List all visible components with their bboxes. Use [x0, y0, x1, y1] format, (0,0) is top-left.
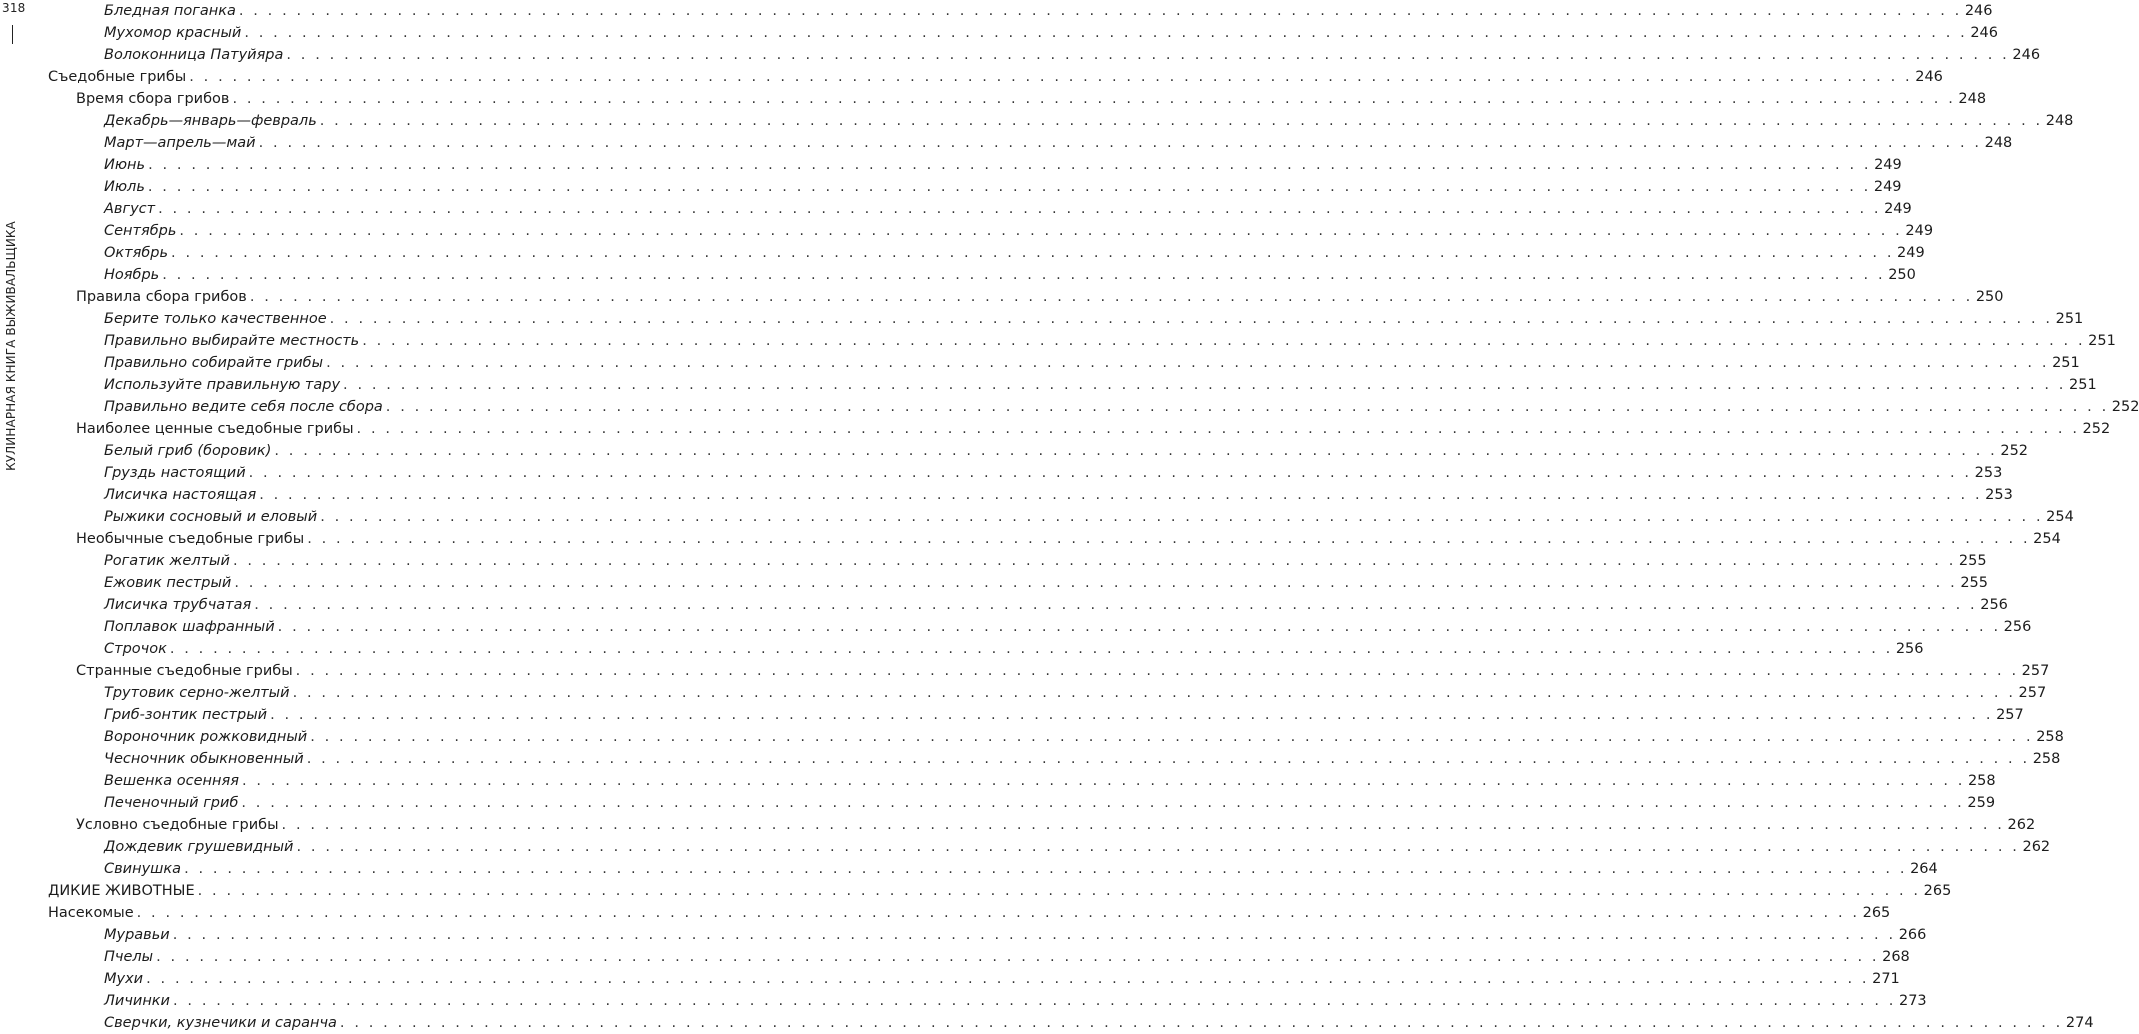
dot-leader: . . . . . . . . . . . . . . . . . . . . . . . . . . . . . . . . . . . . . . . . . . . . . . . . . . . . . . . . . . . . . . . . . . . . . . . . . . . . . . . . . . . . . . . . . . . . . . . . . . . . . . . . . . . . . . . . . . . . . . . .	[189, 69, 1913, 85]
toc-entry-title: Сверчки, кузнечики и саранча	[104, 1015, 337, 1031]
dot-leader: . . . . . . . . . . . . . . . . . . . . . . . . . . . . . . . . . . . . . . . . . . . . . . . . . . . . . . . . . . . . . . . . . . . . . . . . . . . . . . . . . . . . . . . . . . . . . . . . . . . . . . . . . . . . . . . . . . . . . . . .	[258, 135, 1982, 151]
toc-entry	[104, 616, 2032, 638]
toc-entry	[104, 572, 1988, 594]
toc-entry-page: 259	[1967, 795, 1996, 811]
dot-leader: . . . . . . . . . . . . . . . . . . . . . . . . . . . . . . . . . . . . . . . . . . . . . . . . . . . . . . . . . . . . . . . . . . . . . . . . . . . . . . . . . . . . . . . . . . . . . . . . . . . . . . . . . . . . . . . . . . . . . . . .	[234, 575, 1958, 591]
toc-entry	[104, 770, 1996, 792]
toc-entry-title: Белый гриб (боровик)	[104, 443, 272, 459]
dot-leader: . . . . . . . . . . . . . . . . . . . . . . . . . . . . . . . . . . . . . . . . . . . . . . . . . . . . . . . . . . . . . . . . . . . . . . . . . . . . . . . . . . . . . . . . . . . . . . . . . . . . . . . . . . . . . . . . . . . . . . . .	[158, 201, 1882, 217]
toc-entry-title: Правильно собирайте грибы	[104, 355, 324, 371]
dot-leader: . . . . . . . . . . . . . . . . . . . . . . . . . . . . . . . . . . . . . . . . . . . . . . . . . . . . . . . . . . . . . . . . . . . . . . . . . . . . . . . . . . . . . . . . . . . . . . . . . . . . . . . . . . . . . . . . . . . . . . . .	[274, 443, 1998, 459]
dot-leader: . . . . . . . . . . . . . . . . . . . . . . . . . . . . . . . . . . . . . . . . . . . . . . . . . . . . . . . . . . . . . . . . . . . . . . . . . . . . . . . . . . . . . . . . . . . . . . . . . . . . . . . . . . . . . . . . . . . . . . . .	[171, 245, 1895, 261]
toc-entry-title: Трутовик серно-желтый	[104, 685, 290, 701]
dot-leader: . . . . . . . . . . . . . . . . . . . . . . . . . . . . . . . . . . . . . . . . . . . . . . . . . . . . . . . . . . . . . . . . . . . . . . . . . . . . . . . . . . . . . . . . . . . . . . . . . . . . . . . . . . . . . . . . . . . . . . . .	[241, 795, 1965, 811]
running-title-text: КУЛИНАРНАЯ КНИГА ВЫЖИВАЛЬЩИКА	[4, 221, 18, 471]
dot-leader: . . . . . . . . . . . . . . . . . . . . . . . . . . . . . . . . . . . . . . . . . . . . . . . . . . . . . . . . . . . . . . . . . . . . . . . . . . . . . . . . . . . . . . . . . . . . . . . . . . . . . . . . . . . . . . . . . . . . . . . .	[295, 663, 2019, 679]
toc-entry-page: 257	[1996, 707, 2024, 723]
toc-entry-title: Правила сбора грибов	[76, 289, 247, 305]
toc-entry-page: 252	[2082, 421, 2111, 437]
toc-entry-title: Странные съедобные грибы	[76, 663, 293, 679]
dot-leader: . . . . . . . . . . . . . . . . . . . . . . . . . . . . . . . . . . . . . . . . . . . . . . . . . . . . . . . . . . . . . . . . . . . . . . . . . . . . . . . . . . . . . . . . . . . . . . . . . . . . . . . . . . . . . . . . . . . . . . . .	[356, 421, 2080, 437]
toc-entry-title: Насекомые	[48, 905, 134, 921]
toc-entry-title: Ноябрь	[104, 267, 160, 283]
toc-entry-page: 265	[1923, 883, 1952, 899]
toc-entry	[104, 704, 2024, 726]
toc-entry	[104, 726, 2064, 748]
toc-entry-page: 273	[1898, 993, 1927, 1009]
toc-entry	[104, 638, 1924, 660]
toc-entry-title: Съедобные грибы	[48, 69, 187, 85]
dot-leader: . . . . . . . . . . . . . . . . . . . . . . . . . . . . . . . . . . . . . . . . . . . . . . . . . . . . . . . . . . . . . . . . . . . . . . . . . . . . . . . . . . . . . . . . . . . . . . . . . . . . . . . . . . . . . . . . . . . . . . . .	[232, 553, 1956, 569]
toc-entry	[104, 374, 2097, 396]
toc-entry	[76, 418, 2111, 440]
toc-entry	[104, 198, 1912, 220]
dot-leader: . . . . . . . . . . . . . . . . . . . . . . . . . . . . . . . . . . . . . . . . . . . . . . . . . . . . . . . . . . . . . . . . . . . . . . . . . . . . . . . . . . . . . . . . . . . . . . . . . . . . . . . . . . . . . . . . . . . . . . . .	[296, 839, 2020, 855]
toc-entry	[104, 924, 1927, 946]
dot-leader: . . . . . . . . . . . . . . . . . . . . . . . . . . . . . . . . . . . . . . . . . . . . . . . . . . . . . . . . . . . . . . . . . . . . . . . . . . . . . . . . . . . . . . . . . . . . . . . . . . . . . . . . . . . . . . . . . . . . . . . .	[310, 729, 2034, 745]
toc-entry-page: 251	[2088, 333, 2116, 349]
toc-entry-title: Пчелы	[104, 949, 154, 965]
toc-entry-page: 251	[2069, 377, 2097, 393]
toc-entry	[48, 902, 1891, 924]
toc-entry	[104, 440, 2029, 462]
toc-entry-page: 251	[2055, 311, 2084, 327]
toc-entry	[104, 946, 1910, 968]
toc-entry-page: 248	[2045, 113, 2074, 129]
dot-leader: . . . . . . . . . . . . . . . . . . . . . . . . . . . . . . . . . . . . . . . . . . . . . . . . . . . . . . . . . . . . . . . . . . . . . . . . . . . . . . . . . . . . . . . . . . . . . . . . . . . . . . . . . . . . . . . . . . . . . . . .	[339, 1015, 2063, 1031]
toc-entry-title: Декабрь—январь—февраль	[104, 113, 317, 129]
dot-leader: . . . . . . . . . . . . . . . . . . . . . . . . . . . . . . . . . . . . . . . . . . . . . . . . . . . . . . . . . . . . . . . . . . . . . . . . . . . . . . . . . . . . . . . . . . . . . . . . . . . . . . . . . . . . . . . . . . . . . . . .	[169, 641, 1893, 657]
toc-entry-title: Личинки	[104, 993, 170, 1009]
toc-entry-page: 254	[2033, 531, 2061, 547]
toc-entry-title: Лисичка настоящая	[104, 487, 257, 503]
toc-entry-title: ДИКИЕ ЖИВОТНЫЕ	[48, 883, 195, 899]
dot-leader: . . . . . . . . . . . . . . . . . . . . . . . . . . . . . . . . . . . . . . . . . . . . . . . . . . . . . . . . . . . . . . . . . . . . . . . . . . . . . . . . . . . . . . . . . . . . . . . . . . . . . . . . . . . . . . . . . . . . . . . .	[286, 47, 2010, 63]
toc-entry	[104, 968, 1900, 990]
toc-entry	[76, 528, 2061, 550]
toc-entry-title: Июль	[104, 179, 145, 195]
toc-entry-title: Рогатик желтый	[104, 553, 230, 569]
dot-leader: . . . . . . . . . . . . . . . . . . . . . . . . . . . . . . . . . . . . . . . . . . . . . . . . . . . . . . . . . . . . . . . . . . . . . . . . . . . . . . . . . . . . . . . . . . . . . . . . . . . . . . . . . . . . . . . . . . . . . . . .	[162, 267, 1886, 283]
toc-entry	[104, 836, 2051, 858]
toc-entry	[104, 858, 1938, 880]
dot-leader: . . . . . . . . . . . . . . . . . . . . . . . . . . . . . . . . . . . . . . . . . . . . . . . . . . . . . . . . . . . . . . . . . . . . . . . . . . . . . . . . . . . . . . . . . . . . . . . . . . . . . . . . . . . . . . . . . . . . . . . .	[238, 3, 1962, 19]
toc-entry-page: 248	[1984, 135, 2013, 151]
toc-entry	[104, 396, 2139, 418]
toc-entry-title: Гриб-зонтик пестрый	[104, 707, 268, 723]
toc-entry-page: 257	[2018, 685, 2047, 701]
toc-entry	[104, 0, 1993, 22]
toc-entry	[76, 814, 2036, 836]
toc-entry-page: 253	[1985, 487, 2013, 503]
toc-entry-page: 258	[2032, 751, 2061, 767]
dot-leader: . . . . . . . . . . . . . . . . . . . . . . . . . . . . . . . . . . . . . . . . . . . . . . . . . . . . . . . . . . . . . . . . . . . . . . . . . . . . . . . . . . . . . . . . . . . . . . . . . . . . . . . . . . . . . . . . . . . . . . . .	[277, 619, 2001, 635]
dot-leader: . . . . . . . . . . . . . . . . . . . . . . . . . . . . . . . . . . . . . . . . . . . . . . . . . . . . . . . . . . . . . . . . . . . . . . . . . . . . . . . . . . . . . . . . . . . . . . . . . . . . . . . . . . . . . . . . . . . . . . . .	[362, 333, 2086, 349]
dot-leader: . . . . . . . . . . . . . . . . . . . . . . . . . . . . . . . . . . . . . . . . . . . . . . . . . . . . . . . . . . . . . . . . . . . . . . . . . . . . . . . . . . . . . . . . . . . . . . . . . . . . . . . . . . . . . . . . . . . . . . . .	[136, 905, 1860, 921]
toc-entry-page: 252	[2111, 399, 2139, 415]
toc-entry-title: Лисичка трубчатая	[104, 597, 252, 613]
dot-leader: . . . . . . . . . . . . . . . . . . . . . . . . . . . . . . . . . . . . . . . . . . . . . . . . . . . . . . . . . . . . . . . . . . . . . . . . . . . . . . . . . . . . . . . . . . . . . . . . . . . . . . . . . . . . . . . . . . . . . . . .	[244, 25, 1968, 41]
toc-entry	[104, 506, 2074, 528]
dot-leader: . . . . . . . . . . . . . . . . . . . . . . . . . . . . . . . . . . . . . . . . . . . . . . . . . . . . . . . . . . . . . . . . . . . . . . . . . . . . . . . . . . . . . . . . . . . . . . . . . . . . . . . . . . . . . . . . . . . . . . . .	[147, 179, 1871, 195]
toc-entry	[104, 1012, 2094, 1034]
dot-leader: . . . . . . . . . . . . . . . . . . . . . . . . . . . . . . . . . . . . . . . . . . . . . . . . . . . . . . . . . . . . . . . . . . . . . . . . . . . . . . . . . . . . . . . . . . . . . . . . . . . . . . . . . . . . . . . . . . . . . . . .	[259, 487, 1983, 503]
toc-entry	[104, 220, 1934, 242]
toc-entry	[104, 792, 1996, 814]
toc-entry	[104, 308, 2084, 330]
toc-entry-title: Волоконница Патуйяра	[104, 47, 284, 63]
dot-leader: . . . . . . . . . . . . . . . . . . . . . . . . . . . . . . . . . . . . . . . . . . . . . . . . . . . . . . . . . . . . . . . . . . . . . . . . . . . . . . . . . . . . . . . . . . . . . . . . . . . . . . . . . . . . . . . . . . . . . . . .	[281, 817, 2005, 833]
toc-entry-title: Используйте правильную тару	[104, 377, 341, 393]
toc-entry-title: Мухомор красный	[104, 25, 242, 41]
toc-entry-page: 256	[1895, 641, 1924, 657]
toc-entry-page: 249	[1884, 201, 1912, 217]
toc-entry-title: Правильно выбирайте местность	[104, 333, 360, 349]
dot-leader: . . . . . . . . . . . . . . . . . . . . . . . . . . . . . . . . . . . . . . . . . . . . . . . . . . . . . . . . . . . . . . . . . . . . . . . . . . . . . . . . . . . . . . . . . . . . . . . . . . . . . . . . . . . . . . . . . . . . . . . .	[179, 223, 1903, 239]
dot-leader: . . . . . . . . . . . . . . . . . . . . . . . . . . . . . . . . . . . . . . . . . . . . . . . . . . . . . . . . . . . . . . . . . . . . . . . . . . . . . . . . . . . . . . . . . . . . . . . . . . . . . . . . . . . . . . . . . . . . . . . .	[385, 399, 2109, 415]
toc-entry	[104, 44, 2041, 66]
dot-leader: . . . . . . . . . . . . . . . . . . . . . . . . . . . . . . . . . . . . . . . . . . . . . . . . . . . . . . . . . . . . . . . . . . . . . . . . . . . . . . . . . . . . . . . . . . . . . . . . . . . . . . . . . . . . . . . . . . . . . . . .	[172, 927, 1896, 943]
dot-leader: . . . . . . . . . . . . . . . . . . . . . . . . . . . . . . . . . . . . . . . . . . . . . . . . . . . . . . . . . . . . . . . . . . . . . . . . . . . . . . . . . . . . . . . . . . . . . . . . . . . . . . . . . . . . . . . . . . . . . . . .	[343, 377, 2067, 393]
toc-entry-title: Свинушка	[104, 861, 182, 877]
toc-entry-title: Вороночник рожковидный	[104, 729, 308, 745]
toc-entry	[104, 748, 2061, 770]
toc-entry-title: Поплавок шафранный	[104, 619, 275, 635]
dot-leader: . . . . . . . . . . . . . . . . . . . . . . . . . . . . . . . . . . . . . . . . . . . . . . . . . . . . . . . . . . . . . . . . . . . . . . . . . . . . . . . . . . . . . . . . . . . . . . . . . . . . . . . . . . . . . . . . . . . . . . . .	[270, 707, 1994, 723]
toc-entry-page: 258	[1967, 773, 1996, 789]
toc-entry	[104, 352, 2080, 374]
toc-entry-title: Ежовик пестрый	[104, 575, 232, 591]
toc-entry-title: Бледная поганка	[104, 3, 236, 19]
toc-entry-page: 249	[1873, 179, 1902, 195]
toc-entry-page: 265	[1862, 905, 1891, 921]
toc-entry-title: Наиболее ценные съедобные грибы	[76, 421, 354, 437]
toc-entry-title: Строчок	[104, 641, 167, 657]
toc-entry-page: 250	[1888, 267, 1916, 283]
toc-entry	[48, 66, 1943, 88]
dot-leader: . . . . . . . . . . . . . . . . . . . . . . . . . . . . . . . . . . . . . . . . . . . . . . . . . . . . . . . . . . . . . . . . . . . . . . . . . . . . . . . . . . . . . . . . . . . . . . . . . . . . . . . . . . . . . . . . . . . . . . . .	[156, 949, 1880, 965]
dot-leader: . . . . . . . . . . . . . . . . . . . . . . . . . . . . . . . . . . . . . . . . . . . . . . . . . . . . . . . . . . . . . . . . . . . . . . . . . . . . . . . . . . . . . . . . . . . . . . . . . . . . . . . . . . . . . . . . . . . . . . . .	[292, 685, 2016, 701]
toc-entry-page: 256	[2003, 619, 2032, 635]
toc-entry-title: Июнь	[104, 157, 146, 173]
dot-leader: . . . . . . . . . . . . . . . . . . . . . . . . . . . . . . . . . . . . . . . . . . . . . . . . . . . . . . . . . . . . . . . . . . . . . . . . . . . . . . . . . . . . . . . . . . . . . . . . . . . . . . . . . . . . . . . . . . . . . . . .	[326, 355, 2050, 371]
dot-leader: . . . . . . . . . . . . . . . . . . . . . . . . . . . . . . . . . . . . . . . . . . . . . . . . . . . . . . . . . . . . . . . . . . . . . . . . . . . . . . . . . . . . . . . . . . . . . . . . . . . . . . . . . . . . . . . . . . . . . . . .	[172, 993, 1896, 1009]
toc-entry	[76, 660, 2050, 682]
toc-entry-title: Время сбора грибов	[76, 91, 230, 107]
toc-entry-page: 271	[1872, 971, 1900, 987]
toc-entry-title: Муравьи	[104, 927, 170, 943]
toc-entry	[104, 22, 1999, 44]
toc-entry-page: 246	[2012, 47, 2041, 63]
toc-entry-page: 248	[1958, 91, 1987, 107]
toc-entry-title: Груздь настоящий	[104, 465, 246, 481]
toc-entry-title: Мухи	[104, 971, 144, 987]
toc-entry	[76, 88, 1987, 110]
dot-leader: . . . . . . . . . . . . . . . . . . . . . . . . . . . . . . . . . . . . . . . . . . . . . . . . . . . . . . . . . . . . . . . . . . . . . . . . . . . . . . . . . . . . . . . . . . . . . . . . . . . . . . . . . . . . . . . . . . . . . . . .	[306, 751, 2030, 767]
toc-entry-page: 258	[2036, 729, 2064, 745]
toc-entry-page: 250	[1975, 289, 2004, 305]
toc-entry-page: 251	[2052, 355, 2080, 371]
page-number: 318	[2, 1, 26, 15]
toc-entry	[104, 242, 1925, 264]
toc-entry	[104, 132, 2013, 154]
toc-entry-page: 249	[1905, 223, 1934, 239]
toc-entry-page: 255	[1960, 575, 1988, 591]
dot-leader: . . . . . . . . . . . . . . . . . . . . . . . . . . . . . . . . . . . . . . . . . . . . . . . . . . . . . . . . . . . . . . . . . . . . . . . . . . . . . . . . . . . . . . . . . . . . . . . . . . . . . . . . . . . . . . . . . . . . . . . .	[329, 311, 2053, 327]
dot-leader: . . . . . . . . . . . . . . . . . . . . . . . . . . . . . . . . . . . . . . . . . . . . . . . . . . . . . . . . . . . . . . . . . . . . . . . . . . . . . . . . . . . . . . . . . . . . . . . . . . . . . . . . . . . . . . . . . . . . . . . .	[232, 91, 1956, 107]
toc-entry-title: Правильно ведите себя после сбора	[104, 399, 383, 415]
toc-entry-page: 249	[1897, 245, 1925, 261]
dot-leader: . . . . . . . . . . . . . . . . . . . . . . . . . . . . . . . . . . . . . . . . . . . . . . . . . . . . . . . . . . . . . . . . . . . . . . . . . . . . . . . . . . . . . . . . . . . . . . . . . . . . . . . . . . . . . . . . . . . . . . . .	[248, 465, 1972, 481]
toc-entry	[104, 110, 2074, 132]
toc-entry	[76, 286, 2004, 308]
dot-leader: . . . . . . . . . . . . . . . . . . . . . . . . . . . . . . . . . . . . . . . . . . . . . . . . . . . . . . . . . . . . . . . . . . . . . . . . . . . . . . . . . . . . . . . . . . . . . . . . . . . . . . . . . . . . . . . . . . . . . . . .	[307, 531, 2031, 547]
toc-entry-page: 246	[1964, 3, 1993, 19]
toc-entry-title: Необычные съедобные грибы	[76, 531, 305, 547]
dot-leader: . . . . . . . . . . . . . . . . . . . . . . . . . . . . . . . . . . . . . . . . . . . . . . . . . . . . . . . . . . . . . . . . . . . . . . . . . . . . . . . . . . . . . . . . . . . . . . . . . . . . . . . . . . . . . . . . . . . . . . . .	[319, 113, 2043, 129]
toc-entry-page: 266	[1898, 927, 1927, 943]
toc-entry-title: Октябрь	[104, 245, 169, 261]
toc-entry-page: 264	[1910, 861, 1938, 877]
toc-entry-title: Дождевик грушевидный	[104, 839, 294, 855]
toc-entry-title: Март—апрель—май	[104, 135, 256, 151]
toc-entry	[104, 990, 1927, 1012]
dot-leader: . . . . . . . . . . . . . . . . . . . . . . . . . . . . . . . . . . . . . . . . . . . . . . . . . . . . . . . . . . . . . . . . . . . . . . . . . . . . . . . . . . . . . . . . . . . . . . . . . . . . . . . . . . . . . . . . . . . . . . . .	[249, 289, 1973, 305]
dot-leader: . . . . . . . . . . . . . . . . . . . . . . . . . . . . . . . . . . . . . . . . . . . . . . . . . . . . . . . . . . . . . . . . . . . . . . . . . . . . . . . . . . . . . . . . . . . . . . . . . . . . . . . . . . . . . . . . . . . . . . . .	[254, 597, 1978, 613]
toc-entry	[104, 330, 2116, 352]
toc-entry-page: 246	[1970, 25, 1999, 41]
toc-entry-title: Вешенка осенняя	[104, 773, 239, 789]
toc-entry	[104, 154, 1902, 176]
toc-entry-page: 249	[1874, 157, 1902, 173]
toc-entry	[104, 550, 1987, 572]
dot-leader: . . . . . . . . . . . . . . . . . . . . . . . . . . . . . . . . . . . . . . . . . . . . . . . . . . . . . . . . . . . . . . . . . . . . . . . . . . . . . . . . . . . . . . . . . . . . . . . . . . . . . . . . . . . . . . . . . . . . . . . .	[146, 971, 1870, 987]
toc-entry-page: 253	[1974, 465, 2003, 481]
toc-entry-page: 254	[2046, 509, 2074, 525]
toc-entry-page: 274	[2065, 1015, 2094, 1031]
toc-entry-page: 268	[1882, 949, 1910, 965]
toc-entry	[104, 176, 1902, 198]
dot-leader: . . . . . . . . . . . . . . . . . . . . . . . . . . . . . . . . . . . . . . . . . . . . . . . . . . . . . . . . . . . . . . . . . . . . . . . . . . . . . . . . . . . . . . . . . . . . . . . . . . . . . . . . . . . . . . . . . . . . . . . .	[184, 861, 1908, 877]
toc-entry-page: 256	[1980, 597, 2008, 613]
toc-entry-page: 255	[1958, 553, 1987, 569]
toc-entry-title: Берите только качественное	[104, 311, 327, 327]
toc-entry	[104, 484, 2013, 506]
toc-entry-title: Печеночный гриб	[104, 795, 239, 811]
dot-leader: . . . . . . . . . . . . . . . . . . . . . . . . . . . . . . . . . . . . . . . . . . . . . . . . . . . . . . . . . . . . . . . . . . . . . . . . . . . . . . . . . . . . . . . . . . . . . . . . . . . . . . . . . . . . . . . . . . . . . . . .	[320, 509, 2044, 525]
toc-entry-title: Условно съедобные грибы	[76, 817, 279, 833]
toc-entry-title: Август	[104, 201, 156, 217]
dot-leader: . . . . . . . . . . . . . . . . . . . . . . . . . . . . . . . . . . . . . . . . . . . . . . . . . . . . . . . . . . . . . . . . . . . . . . . . . . . . . . . . . . . . . . . . . . . . . . . . . . . . . . . . . . . . . . . . . . . . . . . .	[148, 157, 1872, 173]
toc-entry	[48, 880, 1952, 902]
toc-entry-page: 252	[2000, 443, 2029, 459]
toc-entry-title: Чесночник обыкновенный	[104, 751, 304, 767]
toc-entry-page: 262	[2007, 817, 2036, 833]
dot-leader: . . . . . . . . . . . . . . . . . . . . . . . . . . . . . . . . . . . . . . . . . . . . . . . . . . . . . . . . . . . . . . . . . . . . . . . . . . . . . . . . . . . . . . . . . . . . . . . . . . . . . . . . . . . . . . . . . . . . . . . .	[241, 773, 1965, 789]
toc-entry-page: 262	[2022, 839, 2051, 855]
toc-entry	[104, 682, 2047, 704]
toc-entry	[104, 594, 2008, 616]
toc-entry-title: Сентябрь	[104, 223, 177, 239]
toc-entry-title: Рыжики сосновый и еловый	[104, 509, 318, 525]
dot-leader: . . . . . . . . . . . . . . . . . . . . . . . . . . . . . . . . . . . . . . . . . . . . . . . . . . . . . . . . . . . . . . . . . . . . . . . . . . . . . . . . . . . . . . . . . . . . . . . . . . . . . . . . . . . . . . . . . . . . . . . .	[197, 883, 1921, 899]
toc-entry-page: 257	[2021, 663, 2050, 679]
toc-entry-page: 246	[1915, 69, 1943, 85]
toc-entry	[104, 264, 1916, 286]
toc-entry	[104, 462, 2003, 484]
